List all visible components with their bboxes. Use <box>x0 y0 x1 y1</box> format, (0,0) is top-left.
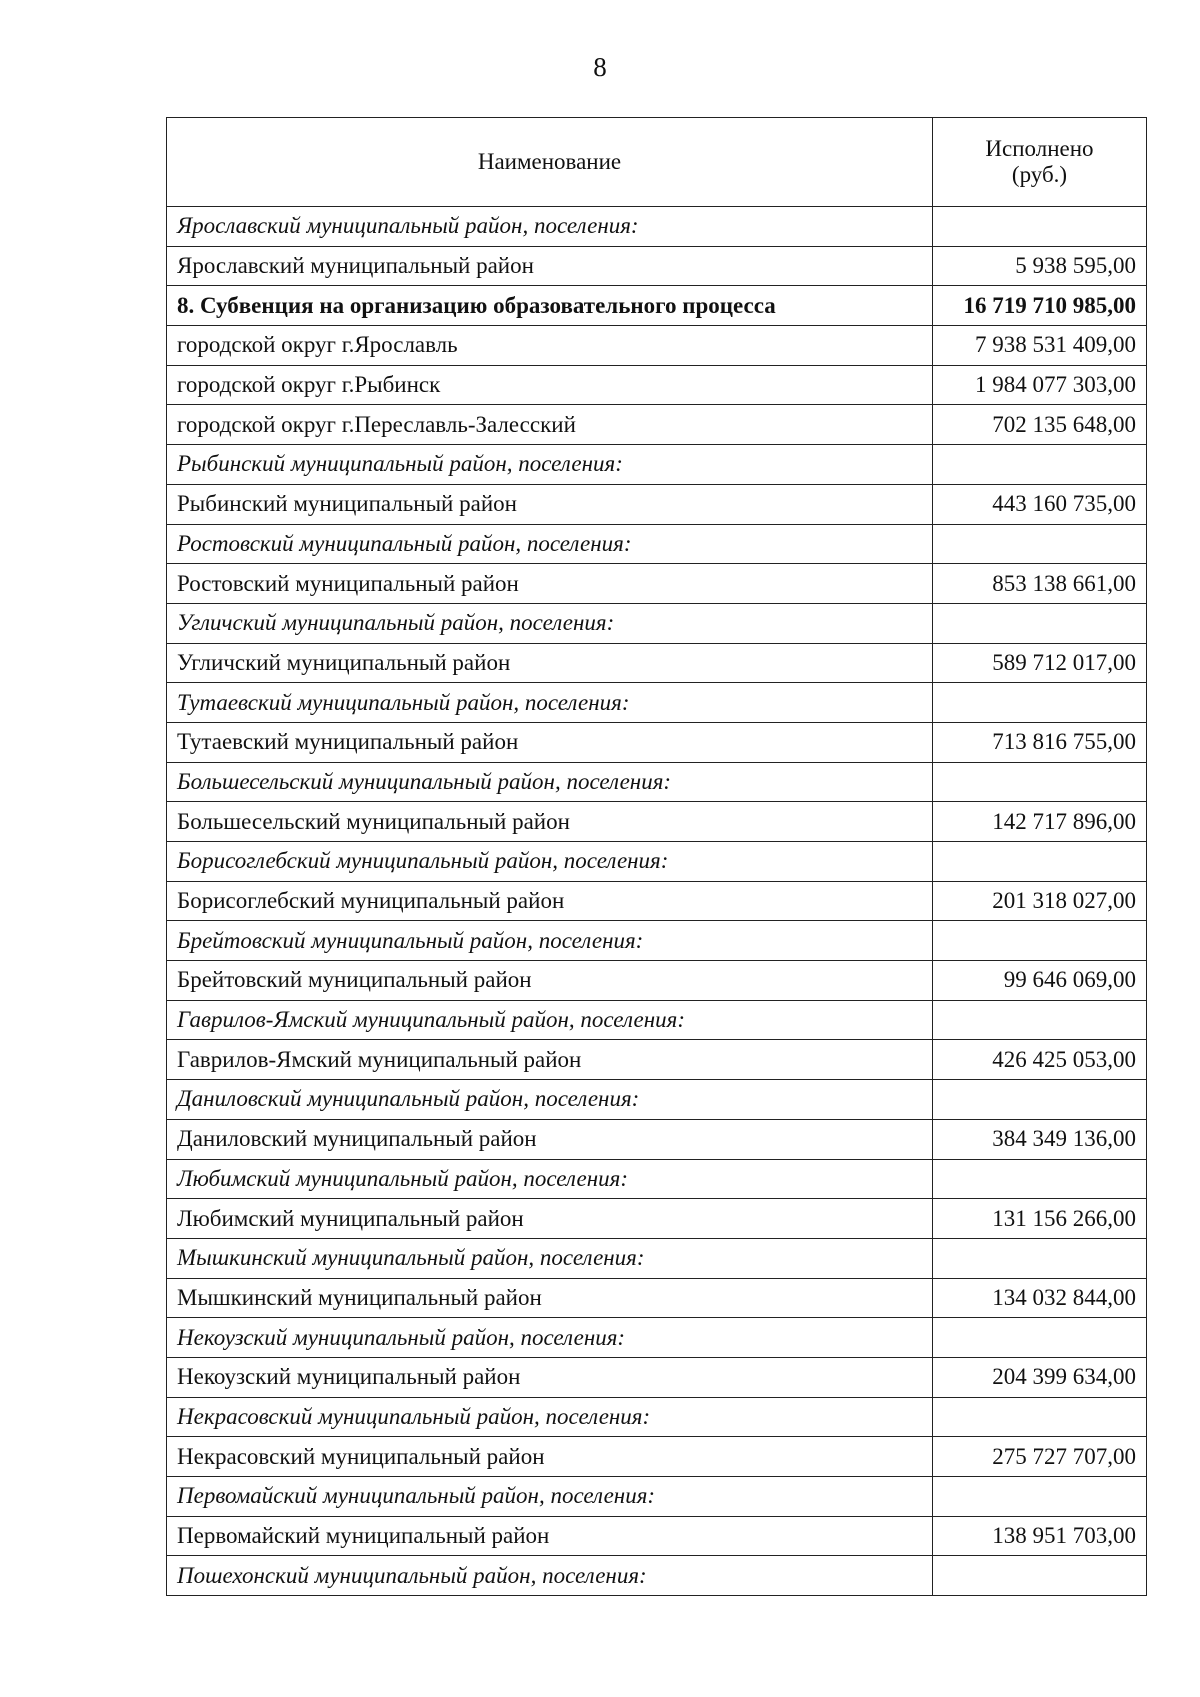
header-value <box>933 118 1147 207</box>
row-name: Борисоглебский муниципальный район, поселения: <box>167 842 933 882</box>
header-value-line1: Исполнено <box>985 136 1094 161</box>
row-value: 201 318 027,00 <box>933 881 1147 921</box>
row-name: Пошехонский муниципальный район, поселения: <box>167 1556 933 1596</box>
table-group-row <box>167 1000 1147 1040</box>
table-row <box>167 961 1147 1001</box>
row-name: Ярославский муниципальный район <box>167 246 933 286</box>
row-name: Гаврилов-Ямский муниципальный район <box>167 1040 933 1080</box>
row-value <box>933 603 1147 643</box>
table-row <box>167 1040 1147 1080</box>
row-value: 5 938 595,00 <box>933 246 1147 286</box>
table-row <box>167 1437 1147 1477</box>
row-value: 16 719 710 985,00 <box>933 286 1147 326</box>
row-value: 589 712 017,00 <box>933 643 1147 683</box>
row-name: городской округ г.Переславль-Залесский <box>167 405 933 445</box>
row-value: 138 951 703,00 <box>933 1516 1147 1556</box>
row-value <box>933 1318 1147 1358</box>
row-value <box>933 1477 1147 1517</box>
table-row <box>167 643 1147 683</box>
row-name: Любимский муниципальный район, поселения: <box>167 1159 933 1199</box>
header-value-line2: (руб.) <box>1011 162 1068 187</box>
table-row <box>167 1199 1147 1239</box>
table-group-row <box>167 1238 1147 1278</box>
row-name: Гаврилов-Ямский муниципальный район, поселения: <box>167 1000 933 1040</box>
row-name: Рыбинский муниципальный район <box>167 484 933 524</box>
row-value <box>933 1000 1147 1040</box>
row-value: 1 984 077 303,00 <box>933 365 1147 405</box>
row-name: Тутаевский муниципальный район, поселения: <box>167 683 933 723</box>
row-value <box>933 1159 1147 1199</box>
row-value: 204 399 634,00 <box>933 1357 1147 1397</box>
row-name: Некоузский муниципальный район, поселения: <box>167 1318 933 1358</box>
table-group-row <box>167 207 1147 247</box>
row-name: Первомайский муниципальный район, поселения: <box>167 1477 933 1517</box>
table-row <box>167 484 1147 524</box>
header-name: Наименование <box>167 118 933 207</box>
row-value <box>933 207 1147 247</box>
page-number: 8 <box>593 52 607 82</box>
row-name: Некоузский муниципальный район <box>167 1357 933 1397</box>
table-row <box>167 405 1147 445</box>
row-name: Некрасовский муниципальный район, поселения: <box>167 1397 933 1437</box>
row-value: 853 138 661,00 <box>933 564 1147 604</box>
table-group-row <box>167 1556 1147 1596</box>
row-name: Первомайский муниципальный район <box>167 1516 933 1556</box>
row-name: Ростовский муниципальный район, поселения: <box>167 524 933 564</box>
row-name: Большесельский муниципальный район <box>167 802 933 842</box>
table-body <box>167 207 1147 1596</box>
row-value <box>933 524 1147 564</box>
table-group-row <box>167 1318 1147 1358</box>
table-group-row <box>167 842 1147 882</box>
table-row <box>167 326 1147 366</box>
table-row <box>167 1119 1147 1159</box>
row-name: Мышкинский муниципальный район, поселения: <box>167 1238 933 1278</box>
table-row <box>167 802 1147 842</box>
table-group-row <box>167 683 1147 723</box>
table-group-row <box>167 1477 1147 1517</box>
row-name: Ярославский муниципальный район, поселения: <box>167 207 933 247</box>
row-value: 99 646 069,00 <box>933 961 1147 1001</box>
table-row <box>167 722 1147 762</box>
row-value: 134 032 844,00 <box>933 1278 1147 1318</box>
table-group-row <box>167 921 1147 961</box>
row-name: Угличский муниципальный район <box>167 643 933 683</box>
row-name: Любимский муниципальный район <box>167 1199 933 1239</box>
row-value: 713 816 755,00 <box>933 722 1147 762</box>
row-name: Даниловский муниципальный район <box>167 1119 933 1159</box>
row-name: Брейтовский муниципальный район <box>167 961 933 1001</box>
table-row <box>167 246 1147 286</box>
row-value <box>933 683 1147 723</box>
row-value: 275 727 707,00 <box>933 1437 1147 1477</box>
row-name: Мышкинский муниципальный район <box>167 1278 933 1318</box>
row-value <box>933 842 1147 882</box>
table-row <box>167 1516 1147 1556</box>
row-name: Рыбинский муниципальный район, поселения: <box>167 445 933 485</box>
table-row <box>167 365 1147 405</box>
row-name: Большесельский муниципальный район, поселения: <box>167 762 933 802</box>
table-row <box>167 1278 1147 1318</box>
table-row <box>167 881 1147 921</box>
table-group-row <box>167 524 1147 564</box>
row-value <box>933 1397 1147 1437</box>
row-name: 8. Субвенция на организацию образовательного процесса <box>167 286 933 326</box>
row-value: 426 425 053,00 <box>933 1040 1147 1080</box>
row-name: Тутаевский муниципальный район <box>167 722 933 762</box>
table-group-row <box>167 1080 1147 1120</box>
row-value: 142 717 896,00 <box>933 802 1147 842</box>
row-name: Ростовский муниципальный район <box>167 564 933 604</box>
row-name: Некрасовский муниципальный район <box>167 1437 933 1477</box>
table-row <box>167 1357 1147 1397</box>
row-name: Брейтовский муниципальный район, поселения: <box>167 921 933 961</box>
row-value: 131 156 266,00 <box>933 1199 1147 1239</box>
row-name: городской округ г.Ярославль <box>167 326 933 366</box>
table-group-row <box>167 445 1147 485</box>
row-value: 702 135 648,00 <box>933 405 1147 445</box>
row-value: 443 160 735,00 <box>933 484 1147 524</box>
row-value <box>933 1080 1147 1120</box>
row-value: 384 349 136,00 <box>933 1119 1147 1159</box>
budget-table <box>166 117 1147 1596</box>
row-name: Борисоглебский муниципальный район <box>167 881 933 921</box>
row-value <box>933 1556 1147 1596</box>
row-value <box>933 762 1147 802</box>
row-value <box>933 921 1147 961</box>
row-value <box>933 445 1147 485</box>
row-value <box>933 1238 1147 1278</box>
table-group-row <box>167 1397 1147 1437</box>
table-group-row <box>167 1159 1147 1199</box>
row-value: 7 938 531 409,00 <box>933 326 1147 366</box>
row-name: Угличский муниципальный район, поселения: <box>167 603 933 643</box>
table-total-row <box>167 286 1147 326</box>
table-group-row <box>167 762 1147 802</box>
table-header-row <box>167 118 1147 207</box>
table-group-row <box>167 603 1147 643</box>
row-name: Даниловский муниципальный район, поселения: <box>167 1080 933 1120</box>
table-row <box>167 564 1147 604</box>
row-name: городской округ г.Рыбинск <box>167 365 933 405</box>
